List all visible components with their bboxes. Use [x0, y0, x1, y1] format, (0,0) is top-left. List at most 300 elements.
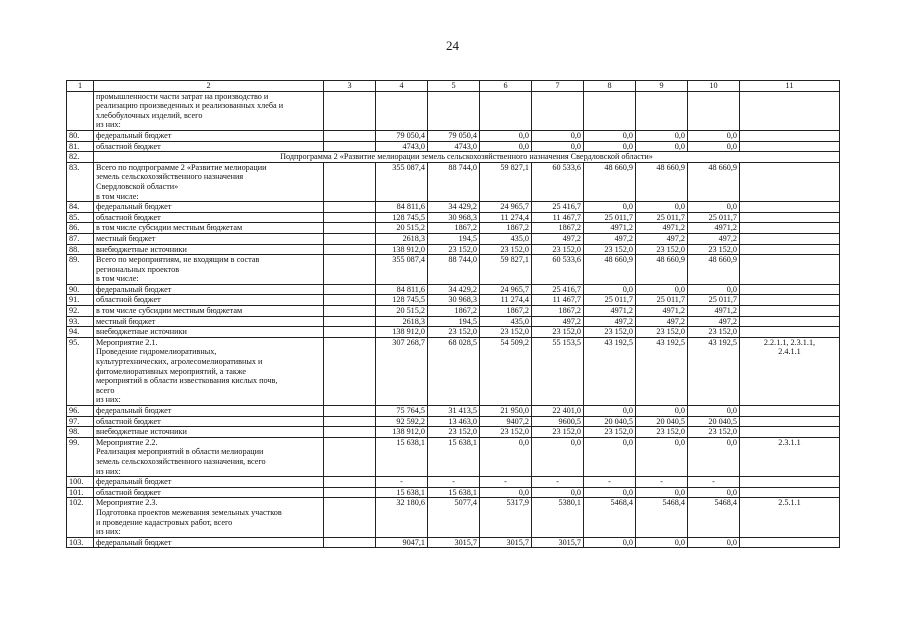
value-cell: 3015,7	[428, 537, 480, 548]
value-cell: 9600,5	[532, 416, 584, 427]
row-description: Всего по мероприятиям, не входящим в состав региональных проектов в том числе:	[94, 255, 324, 285]
value-cell: 24 965,7	[480, 202, 532, 213]
row-number: 86.	[67, 223, 94, 234]
header-cell-11: 11	[740, 81, 840, 92]
target-reference	[740, 233, 840, 244]
value-cell: -	[480, 477, 532, 488]
cell-col3	[324, 437, 376, 476]
value-cell: 355 087,4	[376, 162, 428, 201]
row-description: Мероприятие 2.1. Проведение гидромелиоративных, культуртехнических, агролесомелиоративных и фитомелиоративных мероприятий, а также мероприятий в области известкования кислых почв, всего из них:	[94, 337, 324, 405]
value-cell: 43 192,5	[584, 337, 636, 405]
row-number: 85.	[67, 212, 94, 223]
value-cell: -	[688, 477, 740, 488]
value-cell: 21 950,0	[480, 406, 532, 417]
row-description: Мероприятие 2.2. Реализация мероприятий в области мелиорации земель сельскохозяйственного назначения, всего из них:	[94, 437, 324, 476]
row-number: 91.	[67, 295, 94, 306]
value-cell: 435,0	[480, 316, 532, 327]
value-cell: 0,0	[480, 437, 532, 476]
row-number: 101.	[67, 487, 94, 498]
row-number: 98.	[67, 427, 94, 438]
value-cell: 0,0	[532, 141, 584, 152]
value-cell: 48 660,9	[688, 255, 740, 285]
cell-col3	[324, 337, 376, 405]
header-cell-4: 4	[376, 81, 428, 92]
value-cell: 15 638,1	[376, 437, 428, 476]
value-cell: 22 401,0	[532, 406, 584, 417]
row-description: федеральный бюджет	[94, 406, 324, 417]
value-cell: 59 827,1	[480, 162, 532, 201]
value-cell: 3015,7	[480, 537, 532, 548]
value-cell: 23 152,0	[584, 327, 636, 338]
table-row	[67, 223, 840, 234]
header-cell-8: 8	[584, 81, 636, 92]
value-cell: 23 152,0	[428, 427, 480, 438]
value-cell: 79 050,4	[428, 130, 480, 141]
value-cell: 4971,2	[636, 306, 688, 317]
value-cell: 88 744,0	[428, 162, 480, 201]
cell-col3	[324, 91, 376, 130]
value-cell: 0,0	[532, 130, 584, 141]
row-description: в том числе субсидии местным бюджетам	[94, 223, 324, 234]
value-cell: 0,0	[532, 487, 584, 498]
value-cell: 0,0	[636, 141, 688, 152]
header-cell-7: 7	[532, 81, 584, 92]
target-reference	[740, 327, 840, 338]
value-cell: 48 660,9	[636, 162, 688, 201]
value-cell	[376, 91, 428, 130]
cell-col3	[324, 406, 376, 417]
value-cell: 30 968,3	[428, 212, 480, 223]
value-cell: 4971,2	[584, 223, 636, 234]
value-cell: 0,0	[584, 487, 636, 498]
value-cell: 0,0	[636, 284, 688, 295]
target-reference	[740, 202, 840, 213]
table-row	[67, 91, 840, 130]
value-cell: 5468,4	[688, 498, 740, 537]
table-row	[67, 537, 840, 548]
row-number: 81.	[67, 141, 94, 152]
row-description: внебюджетные источники	[94, 427, 324, 438]
cell-col3	[324, 427, 376, 438]
subprogram-title: Подпрограмма 2 «Развитие мелиорации земель сельскохозяйственного назначения Свердловской области»	[94, 152, 840, 163]
value-cell: 0,0	[688, 437, 740, 476]
row-description: федеральный бюджет	[94, 537, 324, 548]
table-row	[67, 406, 840, 417]
value-cell: 23 152,0	[688, 244, 740, 255]
cell-col3	[324, 141, 376, 152]
value-cell: 24 965,7	[480, 284, 532, 295]
value-cell: 1867,2	[480, 306, 532, 317]
value-cell: 48 660,9	[584, 162, 636, 201]
target-reference	[740, 284, 840, 295]
row-description: промышленности части затрат на производство и реализацию произведенных и реализованных хлеба и хлебобулочных изделий, всего из них:	[94, 91, 324, 130]
cell-col3	[324, 202, 376, 213]
value-cell: 0,0	[480, 487, 532, 498]
table-row	[67, 327, 840, 338]
value-cell: 194,5	[428, 316, 480, 327]
target-reference	[740, 255, 840, 285]
target-reference	[740, 537, 840, 548]
target-reference	[740, 306, 840, 317]
value-cell: 0,0	[636, 437, 688, 476]
target-reference: 2.2.1.1, 2.3.1.1, 2.4.1.1	[740, 337, 840, 405]
value-cell: 23 152,0	[688, 427, 740, 438]
value-cell: 25 011,7	[636, 212, 688, 223]
row-description: местный бюджет	[94, 316, 324, 327]
row-number: 103.	[67, 537, 94, 548]
target-reference: 2.5.1.1	[740, 498, 840, 537]
table-row	[67, 295, 840, 306]
value-cell: 34 429,2	[428, 202, 480, 213]
value-cell: 25 416,7	[532, 202, 584, 213]
value-cell: 138 912,0	[376, 427, 428, 438]
value-cell: 48 660,9	[636, 255, 688, 285]
value-cell: 15 638,1	[376, 487, 428, 498]
row-number: 83.	[67, 162, 94, 201]
table-row	[67, 487, 840, 498]
cell-col3	[324, 212, 376, 223]
value-cell: 497,2	[532, 233, 584, 244]
value-cell: 20 515,2	[376, 306, 428, 317]
table-row	[67, 427, 840, 438]
cell-col3	[324, 306, 376, 317]
target-reference	[740, 406, 840, 417]
value-cell: 3015,7	[532, 537, 584, 548]
cell-col3	[324, 327, 376, 338]
target-reference	[740, 223, 840, 234]
value-cell: -	[376, 477, 428, 488]
cell-col3	[324, 284, 376, 295]
value-cell: 23 152,0	[428, 327, 480, 338]
table-row	[67, 130, 840, 141]
header-cell-5: 5	[428, 81, 480, 92]
value-cell: 0,0	[688, 202, 740, 213]
value-cell: 5317,9	[480, 498, 532, 537]
value-cell: 75 764,5	[376, 406, 428, 417]
target-reference	[740, 477, 840, 488]
value-cell: 0,0	[584, 284, 636, 295]
row-description: Мероприятие 2.3. Подготовка проектов межевания земельных участков и проведение кадастровых работ, всего из них:	[94, 498, 324, 537]
value-cell: 88 744,0	[428, 255, 480, 285]
value-cell: 1867,2	[428, 223, 480, 234]
value-cell: 435,0	[480, 233, 532, 244]
cell-col3	[324, 223, 376, 234]
table-row	[67, 437, 840, 476]
row-number: 90.	[67, 284, 94, 295]
value-cell: 48 660,9	[688, 162, 740, 201]
value-cell: 0,0	[480, 130, 532, 141]
value-cell: 20 040,5	[688, 416, 740, 427]
row-number: 96.	[67, 406, 94, 417]
target-reference	[740, 130, 840, 141]
value-cell: 92 592,2	[376, 416, 428, 427]
cell-col3	[324, 130, 376, 141]
row-number: 93.	[67, 316, 94, 327]
value-cell: 0,0	[688, 406, 740, 417]
row-description: федеральный бюджет	[94, 284, 324, 295]
value-cell: 20 515,2	[376, 223, 428, 234]
header-cell-9: 9	[636, 81, 688, 92]
value-cell	[532, 91, 584, 130]
value-cell: 23 152,0	[428, 244, 480, 255]
value-cell: 9407,2	[480, 416, 532, 427]
value-cell: 23 152,0	[688, 327, 740, 338]
value-cell: 43 192,5	[636, 337, 688, 405]
target-reference	[740, 212, 840, 223]
cell-col3	[324, 233, 376, 244]
table-row	[67, 416, 840, 427]
value-cell: 11 274,4	[480, 212, 532, 223]
value-cell: 0,0	[584, 537, 636, 548]
value-cell: 30 968,3	[428, 295, 480, 306]
value-cell: 15 638,1	[428, 437, 480, 476]
value-cell: 25 011,7	[688, 212, 740, 223]
row-number: 99.	[67, 437, 94, 476]
cell-col3	[324, 487, 376, 498]
value-cell: 307 268,7	[376, 337, 428, 405]
value-cell: 1867,2	[532, 306, 584, 317]
value-cell: 138 912,0	[376, 244, 428, 255]
table-row	[67, 337, 840, 405]
value-cell: 128 745,5	[376, 212, 428, 223]
row-description: областной бюджет	[94, 212, 324, 223]
value-cell: 0,0	[584, 406, 636, 417]
target-reference	[740, 416, 840, 427]
value-cell: 11 467,7	[532, 295, 584, 306]
value-cell: 59 827,1	[480, 255, 532, 285]
row-description: Всего по подпрограмме 2 «Развитие мелиорации земель сельскохозяйственного назначения Свердловской области» в том числе:	[94, 162, 324, 201]
value-cell: 128 745,5	[376, 295, 428, 306]
row-description: внебюджетные источники	[94, 244, 324, 255]
value-cell: 25 011,7	[584, 295, 636, 306]
row-description: областной бюджет	[94, 487, 324, 498]
row-number: 92.	[67, 306, 94, 317]
value-cell: 497,2	[688, 233, 740, 244]
value-cell: 0,0	[480, 141, 532, 152]
row-number: 95.	[67, 337, 94, 405]
value-cell: 0,0	[636, 130, 688, 141]
value-cell	[428, 91, 480, 130]
value-cell: 23 152,0	[532, 327, 584, 338]
value-cell: 60 533,6	[532, 162, 584, 201]
value-cell: 9047,1	[376, 537, 428, 548]
target-reference	[740, 91, 840, 130]
table-row	[67, 284, 840, 295]
header-cell-3: 3	[324, 81, 376, 92]
value-cell: 0,0	[584, 141, 636, 152]
value-cell: 31 413,5	[428, 406, 480, 417]
row-number: 97.	[67, 416, 94, 427]
value-cell: 1867,2	[480, 223, 532, 234]
value-cell: 25 011,7	[584, 212, 636, 223]
value-cell: 13 463,0	[428, 416, 480, 427]
cell-col3	[324, 498, 376, 537]
value-cell: 497,2	[532, 316, 584, 327]
row-description: областной бюджет	[94, 295, 324, 306]
value-cell: 5077,4	[428, 498, 480, 537]
value-cell: 2618,3	[376, 233, 428, 244]
cell-col3	[324, 316, 376, 327]
value-cell: 1867,2	[532, 223, 584, 234]
row-description: внебюджетные источники	[94, 327, 324, 338]
value-cell: 23 152,0	[480, 427, 532, 438]
target-reference	[740, 244, 840, 255]
header-cell-2: 2	[94, 81, 324, 92]
value-cell: 0,0	[636, 406, 688, 417]
table-row	[67, 306, 840, 317]
page-number: 24	[446, 38, 459, 53]
header-cell-10: 10	[688, 81, 740, 92]
table-row	[67, 141, 840, 152]
value-cell: 20 040,5	[636, 416, 688, 427]
cell-col3	[324, 537, 376, 548]
value-cell: -	[584, 477, 636, 488]
target-reference	[740, 141, 840, 152]
value-cell: 15 638,1	[428, 487, 480, 498]
target-reference	[740, 162, 840, 201]
value-cell: 0,0	[584, 437, 636, 476]
value-cell: 5468,4	[584, 498, 636, 537]
target-reference	[740, 316, 840, 327]
row-description: федеральный бюджет	[94, 477, 324, 488]
value-cell: 4743,0	[428, 141, 480, 152]
value-cell: 25 011,7	[688, 295, 740, 306]
value-cell: 0,0	[688, 537, 740, 548]
value-cell	[584, 91, 636, 130]
value-cell	[688, 91, 740, 130]
value-cell: 68 028,5	[428, 337, 480, 405]
value-cell	[636, 91, 688, 130]
table-row	[67, 316, 840, 327]
row-number: 88.	[67, 244, 94, 255]
header-row	[67, 81, 840, 92]
value-cell: 20 040,5	[584, 416, 636, 427]
value-cell: 23 152,0	[584, 244, 636, 255]
value-cell: 48 660,9	[584, 255, 636, 285]
table-row	[67, 244, 840, 255]
table-row	[67, 202, 840, 213]
header-cell-1: 1	[67, 81, 94, 92]
value-cell: 4971,2	[688, 223, 740, 234]
value-cell: 55 153,5	[532, 337, 584, 405]
row-description: федеральный бюджет	[94, 202, 324, 213]
table-row	[67, 162, 840, 201]
value-cell: 0,0	[532, 437, 584, 476]
row-number: 102.	[67, 498, 94, 537]
budget-table	[66, 80, 840, 548]
value-cell: 5380,1	[532, 498, 584, 537]
row-number: 84.	[67, 202, 94, 213]
value-cell: 0,0	[636, 487, 688, 498]
value-cell: 23 152,0	[480, 327, 532, 338]
value-cell	[480, 91, 532, 130]
table-row	[67, 498, 840, 537]
row-description: в том числе субсидии местным бюджетам	[94, 306, 324, 317]
value-cell: 497,2	[636, 233, 688, 244]
value-cell: 43 192,5	[688, 337, 740, 405]
target-reference	[740, 427, 840, 438]
row-number: 87.	[67, 233, 94, 244]
value-cell: 23 152,0	[636, 427, 688, 438]
value-cell: 4743,0	[376, 141, 428, 152]
value-cell: 0,0	[636, 537, 688, 548]
row-number: 94.	[67, 327, 94, 338]
value-cell: -	[532, 477, 584, 488]
table-row	[67, 477, 840, 488]
row-description: местный бюджет	[94, 233, 324, 244]
row-description: областной бюджет	[94, 416, 324, 427]
value-cell: 355 087,4	[376, 255, 428, 285]
value-cell: 32 180,6	[376, 498, 428, 537]
value-cell: 25 416,7	[532, 284, 584, 295]
value-cell: 23 152,0	[532, 427, 584, 438]
value-cell: -	[428, 477, 480, 488]
cell-col3	[324, 295, 376, 306]
value-cell: 23 152,0	[480, 244, 532, 255]
value-cell: 79 050,4	[376, 130, 428, 141]
value-cell: 5468,4	[636, 498, 688, 537]
value-cell: 23 152,0	[584, 427, 636, 438]
target-reference	[740, 295, 840, 306]
header-cell-6: 6	[480, 81, 532, 92]
value-cell: 0,0	[688, 284, 740, 295]
row-number: 82.	[67, 152, 94, 163]
value-cell: 23 152,0	[636, 244, 688, 255]
cell-col3	[324, 244, 376, 255]
cell-col3	[324, 416, 376, 427]
value-cell: 23 152,0	[636, 327, 688, 338]
row-number: 80.	[67, 130, 94, 141]
value-cell: 11 274,4	[480, 295, 532, 306]
value-cell: 497,2	[688, 316, 740, 327]
value-cell: 0,0	[636, 202, 688, 213]
value-cell: 0,0	[688, 130, 740, 141]
value-cell: 4971,2	[584, 306, 636, 317]
value-cell: 4971,2	[688, 306, 740, 317]
value-cell: 0,0	[584, 202, 636, 213]
value-cell: 84 811,6	[376, 202, 428, 213]
row-number: 89.	[67, 255, 94, 285]
value-cell: 138 912,0	[376, 327, 428, 338]
value-cell: 60 533,6	[532, 255, 584, 285]
value-cell: 54 509,2	[480, 337, 532, 405]
value-cell: 497,2	[636, 316, 688, 327]
table-row	[67, 212, 840, 223]
cell-col3	[324, 162, 376, 201]
cell-col3	[324, 477, 376, 488]
row-description: областной бюджет	[94, 141, 324, 152]
value-cell: -	[636, 477, 688, 488]
value-cell: 0,0	[584, 130, 636, 141]
value-cell: 0,0	[688, 141, 740, 152]
value-cell: 4971,2	[636, 223, 688, 234]
value-cell: 1867,2	[428, 306, 480, 317]
value-cell: 34 429,2	[428, 284, 480, 295]
table-row	[67, 152, 840, 163]
value-cell: 497,2	[584, 233, 636, 244]
value-cell: 25 011,7	[636, 295, 688, 306]
value-cell: 84 811,6	[376, 284, 428, 295]
value-cell: 23 152,0	[532, 244, 584, 255]
value-cell: 11 467,7	[532, 212, 584, 223]
cell-col3	[324, 255, 376, 285]
row-number: 100.	[67, 477, 94, 488]
row-number	[67, 91, 94, 130]
table-row	[67, 233, 840, 244]
value-cell: 194,5	[428, 233, 480, 244]
value-cell: 0,0	[688, 487, 740, 498]
table-row	[67, 255, 840, 285]
